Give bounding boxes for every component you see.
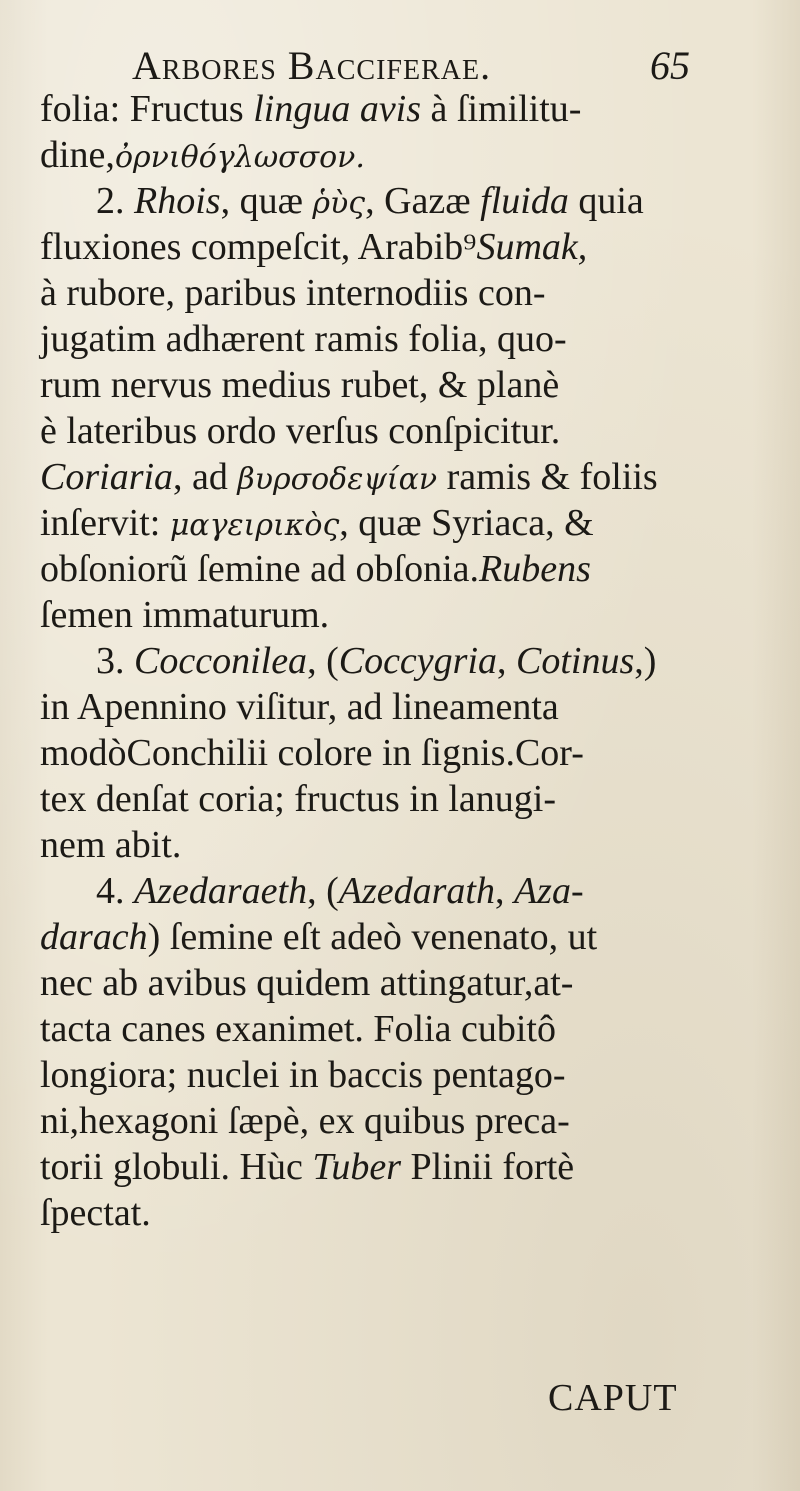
text-line	[40, 1190, 780, 1236]
italic-term: Sumak,	[476, 226, 588, 268]
greek-term: μαγειρικὸς	[169, 508, 340, 543]
italic-term: lingua avis	[253, 88, 422, 130]
text-run: folia: Fructus	[40, 88, 254, 130]
text-line	[40, 408, 780, 454]
running-title: Arbores Bacciferae.	[132, 43, 492, 88]
text-line	[40, 1144, 780, 1190]
text-line	[40, 500, 780, 546]
text-line	[40, 316, 780, 362]
text-line	[40, 822, 780, 868]
text-run: , quæ Syriaca, &	[339, 502, 594, 544]
italic-term: Rhois	[134, 180, 221, 222]
page-header	[0, 34, 800, 94]
text-run: , (	[307, 870, 339, 912]
text-run: , ad	[173, 456, 238, 498]
text-line	[40, 1098, 780, 1144]
text-run: , (	[307, 640, 339, 682]
greek-term: βυρσοδεψίαν	[237, 462, 438, 497]
text-run: è lateribus ordo verſus conſpicitur.	[40, 410, 561, 452]
text-line	[40, 1006, 780, 1052]
text-line	[40, 178, 780, 224]
text-line	[40, 224, 780, 270]
text-run: à ſimilitu-	[421, 88, 582, 130]
italic-term: Cocconilea	[134, 640, 308, 682]
text-run: ni,hexagoni ſæpè, ex quibus preca-	[40, 1100, 570, 1142]
text-line	[40, 592, 780, 638]
text-run: jugatim adhærent ramis folia, quo-	[40, 318, 567, 360]
body-text	[40, 86, 780, 1236]
text-run: ſpectat.	[40, 1192, 151, 1234]
text-run: 2.	[96, 180, 134, 222]
italic-term: fluida	[480, 180, 569, 222]
text-run: dine,	[40, 134, 115, 176]
text-run: fluxiones compeſcit, Arabib⁹	[40, 226, 477, 268]
text-run: nec ab avibus quidem attingatur,at-	[40, 962, 574, 1004]
text-run: ſemen immaturum.	[40, 594, 330, 636]
text-run: ,	[497, 640, 517, 682]
text-line	[40, 86, 780, 132]
italic-term: Cotinus	[516, 640, 635, 682]
text-run: inſervit:	[40, 502, 170, 544]
text-run: 3.	[96, 640, 134, 682]
italic-term: Coccygria	[338, 640, 498, 682]
text-run: Plinii fortè	[401, 1146, 575, 1188]
text-line	[40, 960, 780, 1006]
text-run: tacta canes exanimet. Folia cubitô	[40, 1008, 556, 1050]
text-run: obſoniorũ ſemine ad obſonia.	[40, 548, 480, 590]
greek-term: ῥὺς	[312, 186, 366, 221]
text-line	[40, 546, 780, 592]
text-line	[40, 914, 780, 960]
text-line	[40, 776, 780, 822]
italic-term: Azedaraeth	[134, 870, 308, 912]
text-line	[40, 270, 780, 316]
text-line	[40, 684, 780, 730]
catchword: CAPUT	[548, 1377, 678, 1419]
text-run: in Apennino viſitur, ad lineamenta	[40, 686, 559, 728]
text-run: ) ſemine eſt adeò venenato, ut	[147, 916, 598, 958]
text-run: 4.	[96, 870, 134, 912]
text-run: quia	[568, 180, 644, 222]
text-run: ,)	[634, 640, 657, 682]
text-line	[40, 362, 780, 408]
text-run: , quæ	[220, 180, 313, 222]
text-line	[40, 638, 780, 684]
text-run: rum nervus medius rubet, & planè	[40, 364, 560, 406]
italic-term: darach	[40, 916, 148, 958]
text-run: torii globuli. Hùc	[40, 1146, 313, 1188]
text-line	[40, 1052, 780, 1098]
text-line	[40, 730, 780, 776]
italic-term: Azedarath	[338, 870, 495, 912]
text-line	[40, 454, 780, 500]
italic-term: Aza-	[513, 870, 584, 912]
text-line	[40, 868, 780, 914]
text-run: ramis & foliis	[437, 456, 658, 498]
text-run: ,	[494, 870, 514, 912]
text-line	[40, 132, 780, 178]
text-run: , Gazæ	[365, 180, 481, 222]
italic-term: Tuber	[312, 1146, 402, 1188]
greek-term: ὀρνιθόγλωσσον.	[114, 140, 365, 175]
text-run: nem abit.	[40, 824, 182, 866]
text-run: modòConchilii colore in ſignis.Cor-	[40, 732, 584, 774]
text-run: tex denſat coria; fructus in lanugi-	[40, 778, 556, 820]
text-run: à rubore, paribus internodiis con-	[40, 272, 546, 314]
italic-term: Rubens	[479, 548, 591, 590]
page-number: 65	[650, 43, 690, 88]
text-run: longiora; nuclei in baccis pentago-	[40, 1054, 566, 1096]
italic-term: Coriaria	[40, 456, 174, 498]
